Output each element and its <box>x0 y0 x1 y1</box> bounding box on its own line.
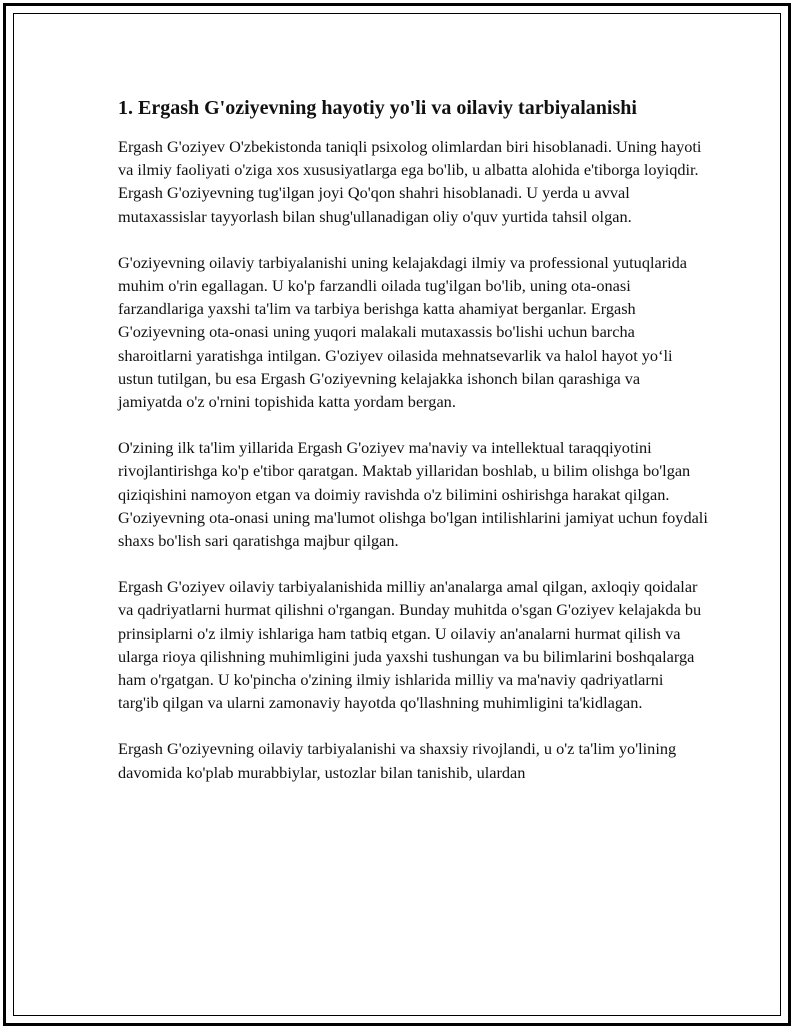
section-heading: 1. Ergash G'oziyevning hayotiy yo'li va oilaviy tarbiyalanishi <box>118 97 637 119</box>
document-body <box>118 95 708 807</box>
paragraph-2: G'oziyevning oilaviy tarbiyalanishi uning kelajakdagi ilmiy va professional yutuqlarida muhim o'rin egallagan. U ko'p farzandli oilada tug'ilgan bo'lib, uning ota-onasi farzandlariga yaxshi ta'lim va tarbiya berishga katta ahamiyat berganlar. Ergash G'oziyevning ota-onasi uning yuqori malakali mutaxassis bo'lishi uchun barcha sharoitlarni yaratishga intilgan. G'oziyev oilasida mehnatsevarlik va halol hayot yo‘li ustun tutilgan, bu esa Ergash G'oziyevning kelajakka ishonch bilan qarashiga va jamiyatda o'z o'rnini topishida katta yordam bergan. <box>118 252 688 412</box>
paragraph-3: O'zining ilk ta'lim yillarida Ergash G'oziyev ma'naviy va intellektual taraqqiyotini rivojlantirishga ko'p e'tibor qaratgan. Maktab yillaridan boshlab, u bilim olishga bo'lgan qiziqishini namoyon etgan va doimiy ravishda o'z bilimini oshirishga harakat qilgan. G'oziyevning ota-onasi uning ma'lumot olishga bo'lgan intilishlarini jamiyat uchun foydali shaxs bo'lish sari qaratishga majbur qilgan. <box>118 438 708 551</box>
paragraph-1: Ergash G'oziyev O'zbekistonda taniqli psixolog olimlardan biri hisoblanadi. Uning hayoti va ilmiy faoliyati o'ziga xos xususiyatlarga ega bo'lib, u albatta alohida e'tiborga loyiqdir. Ergash G'oziyevning tug'ilgan joyi Qo'qon shahri hisoblanadi. U yerda u avval mutaxassislar tayyorlash bilan shug'ullanadigan oliy o'quv yurtida tahsil olgan. <box>118 137 702 226</box>
paragraph-4: Ergash G'oziyev oilaviy tarbiyalanishida milliy an'analarga amal qilgan, axloqiy qoidalar va qadriyatlarni hurmat qilishni o'rgangan. Bunday muhitda o'sgan G'oziyev kelajakda bu prinsiplarni o'z ilmiy ishlariga ham tatbiq etgan. U oilaviy an'analarni hurmat qilish va ularga rioya qilishning muhimligini juda yaxshi tushungan va bu bilimlarini boshqalarga ham o'rgatgan. U ko'pincha o'zining ilmiy ishlarida milliy va ma'naviy qadriyatlarni targ'ib qilgan va ularni zamonaviy hayotda qo'llashning muhimligini ta'kidlagan. <box>118 577 702 713</box>
paragraph-5: Ergash G'oziyevning oilaviy tarbiyalanishi va shaxsiy rivojlandi, u o'z ta'lim yo'lining davomida ko'plab murabbiylar, ustozlar bilan tanishib, ulardan <box>118 739 677 782</box>
